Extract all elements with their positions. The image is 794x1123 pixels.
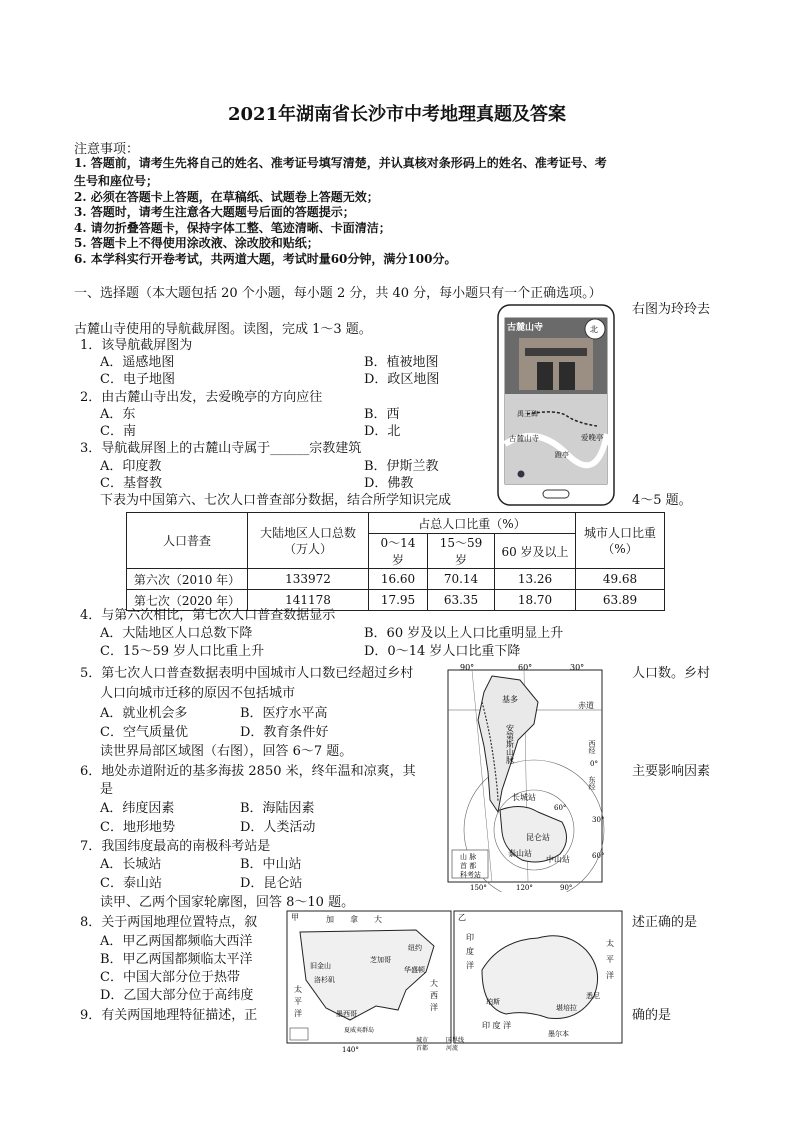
table-cell: 第六次（2010 年） — [127, 569, 248, 590]
map-label: 度 — [466, 947, 474, 956]
table-header: 大陆地区人口总数（万人） — [248, 513, 369, 569]
map-label: 赤道 — [578, 701, 594, 710]
q1-option-b: B．植被地图 — [364, 355, 439, 370]
q8-stem-right: 述正确的是 — [632, 915, 698, 930]
map-label: 大 — [374, 915, 382, 924]
map-label: 旧金山 — [310, 962, 331, 970]
q1-option-a: A．遥感地图 — [100, 355, 175, 370]
q5-stem-right: 人口数。乡村 — [632, 666, 711, 681]
map-label: 加 — [326, 915, 334, 924]
q6-option-c: C．地形地势 — [100, 820, 175, 835]
q8-stem: 8．关于两国地理位置特点，叙 — [80, 915, 258, 930]
q4-option-a: A．大陆地区人口总数下降 — [100, 626, 253, 641]
map-label: 90° — [460, 663, 475, 672]
map-label: 堪培拉 — [556, 1004, 577, 1012]
map-legend: 国界线 — [446, 1037, 465, 1044]
map-label: 150° — [470, 884, 487, 892]
table-cell: 17.95 — [369, 590, 428, 611]
map-label: 拿 — [350, 915, 358, 924]
map-label: 芝加哥 — [370, 956, 391, 964]
map-label: 洋 — [430, 1003, 438, 1012]
map-label: 纽约 — [408, 944, 422, 952]
q1-option-d: D．政区地图 — [364, 372, 440, 387]
map-label: 华盛顿 — [404, 966, 425, 974]
note-line: 生号和座位号； — [74, 174, 159, 188]
q2-stem: 2．由古麓山寺出发，去爱晚亭的方向应往 — [80, 390, 323, 405]
map-title: 乙 — [458, 913, 466, 922]
q6-option-b: B．海陆因素 — [240, 801, 315, 816]
q6-stem-right: 主要影响因素 — [632, 764, 711, 779]
q6-stem: 6．地处赤道附近的基多海拔 2850 米，终年温和凉爽，其 — [80, 764, 416, 779]
note-line: 2. 必须在答题卡上答题，在草稿纸、试题卷上答题无效； — [74, 190, 379, 204]
section-intro-right: 右图为玲玲去 — [632, 302, 711, 317]
q8-option-b: B．甲乙两国都频临太平洋 — [100, 952, 253, 967]
map-legend: 科考站 — [460, 871, 481, 879]
nav-label: 古麓山寺 — [509, 434, 539, 443]
q6-stem-cont: 是 — [100, 782, 114, 797]
map-label: 西 — [430, 991, 438, 1000]
q3-stem: 3．导航截屏图上的古麓山寺属于______宗教建筑 — [80, 441, 362, 456]
map-legend: 城市 — [416, 1037, 429, 1044]
q2-option-c: C．南 — [100, 424, 136, 439]
q3-option-d: D．佛教 — [364, 476, 414, 491]
map-label: 西经 — [588, 740, 596, 754]
navigation-phone-figure — [497, 304, 615, 506]
map-label: 泰山站 — [508, 849, 532, 858]
q6-option-a: A．纬度因素 — [100, 801, 175, 816]
map-label: 0° — [590, 760, 598, 768]
table-cell: 70.14 — [428, 569, 495, 590]
q5-option-a: A．就业机会多 — [100, 706, 188, 721]
map-label: 中山站 — [546, 855, 570, 864]
q9-stem: 9．有关两国地理特征描述，正 — [80, 1008, 258, 1023]
map-label: 印 — [466, 933, 474, 942]
world-map-figure — [442, 662, 608, 892]
table-header: 60 岁及以上 — [495, 534, 576, 569]
country-maps-figure — [286, 910, 624, 1054]
table-cell: 63.89 — [576, 590, 665, 611]
table-header: 占总人口比重（%） — [369, 513, 576, 534]
map-label: 基多 — [502, 695, 518, 704]
q9-stem-right: 确的是 — [632, 1008, 672, 1023]
table-cell: 49.68 — [576, 569, 665, 590]
q7-option-b: B．中山站 — [240, 857, 302, 872]
q8-option-c: C．中国大部分位于热带 — [100, 970, 240, 985]
q7-option-a: A．长城站 — [100, 857, 162, 872]
note-line: 5. 答题卡上不得使用涂改液、涂改胶和贴纸； — [74, 236, 319, 250]
map-label: 60° — [554, 804, 567, 812]
q4-option-d: D．0～14 岁人口比重下降 — [364, 644, 521, 659]
q3-option-c: C．基督教 — [100, 476, 162, 491]
map-label: 太 — [294, 985, 302, 994]
map-label: 昆仑站 — [526, 833, 550, 842]
map-label: 墨西哥 — [336, 1010, 357, 1018]
census-table — [126, 512, 665, 611]
map-label: 洋 — [294, 1009, 302, 1018]
section-intro-left: 古麓山寺使用的导航截屏图。读图，完成 1～3 题。 — [74, 322, 372, 337]
q5-option-c: C．空气质量优 — [100, 725, 188, 740]
q8-option-a: A．甲乙两国都频临大西洋 — [100, 934, 253, 949]
q5-stem-cont: 人口向城市迁移的原因不包括城市 — [100, 686, 296, 701]
table-header: 15～59 岁 — [428, 534, 495, 569]
nav-label: 爱晚亭 — [581, 433, 604, 442]
q4-option-b: B．60 岁及以上人口比重明显上升 — [364, 626, 564, 641]
map-label: 60° — [518, 663, 533, 672]
table-cell: 第七次（2020 年） — [127, 590, 248, 611]
map-label: 60° — [592, 852, 605, 860]
table-header: 人口普查 — [127, 513, 248, 569]
page-title: 2021年湖南省长沙市中考地理真题及答案 — [227, 104, 567, 125]
map-legend: 河流 — [446, 1045, 459, 1052]
map-title: 甲 — [291, 913, 299, 922]
q7-stem: 7．我国纬度最高的南极科考站是 — [80, 839, 271, 854]
map-label: 东经 — [588, 776, 596, 790]
note-line: 1. 答题前，请考生先将自己的姓名、准考证号填写清楚，并认真核对条形码上的姓名、准考证号、考 — [74, 156, 607, 170]
q4-stem: 4．与第六次相比，第七次人口普查数据显示 — [80, 608, 336, 623]
q3-option-a: A．印度教 — [100, 459, 162, 474]
q5-option-d: D．教育条件好 — [240, 725, 329, 740]
map-label: 墨尔本 — [548, 1030, 569, 1038]
map-legend: 山 脉 — [460, 853, 477, 861]
map-label: 90° — [560, 884, 573, 892]
map-label: 140° — [342, 1046, 359, 1054]
q7-option-d: D．昆仑站 — [240, 876, 303, 891]
table-cell: 141178 — [248, 590, 369, 611]
map-label: 大 — [430, 979, 438, 988]
table-intro: 下表为中国第六、七次人口普查部分数据，结合所学知识完成 — [100, 493, 452, 508]
nav-label: 禹王碑 — [517, 410, 538, 418]
table-header: 城市人口比重（%） — [576, 513, 665, 569]
table-cell: 18.70 — [495, 590, 576, 611]
q4-option-c: C．15～59 岁人口比重上升 — [100, 644, 265, 659]
map-label: 平 — [294, 997, 302, 1006]
map-label: 30° — [592, 816, 605, 824]
north-arrow-label: 北 — [590, 325, 598, 334]
q8-option-d: D．乙国大部分位于高纬度 — [100, 988, 254, 1003]
map-label: 印 度 洋 — [482, 1021, 512, 1030]
nav-title: 古麓山寺 — [507, 323, 544, 333]
map-intro: 读世界局部区域图（右图），回答 6～7 题。 — [100, 744, 353, 759]
q5-option-b: B．医疗水平高 — [240, 706, 328, 721]
map-label: 安第斯山脉 — [505, 724, 515, 764]
q2-option-b: B．西 — [364, 407, 400, 422]
q2-option-a: A．东 — [100, 407, 136, 422]
map-label: 长城站 — [512, 793, 536, 802]
table-cell: 63.35 — [428, 590, 495, 611]
note-line: 6. 本学科实行开卷考试，共两道大题，考试时量60分钟，满分100分。 — [74, 252, 457, 266]
note-line: 4. 请勿折叠答题卡，保持字体工整、笔迹清晰、卡面清洁； — [74, 221, 391, 235]
map-label: 30° — [570, 663, 585, 672]
q6-option-d: D．人类活动 — [240, 820, 316, 835]
table-cell: 133972 — [248, 569, 369, 590]
q3-option-b: B．伊斯兰教 — [364, 459, 439, 474]
map-label: 120° — [516, 884, 533, 892]
map-label: 太 — [606, 939, 614, 948]
q7-option-c: C．泰山站 — [100, 876, 162, 891]
table-row — [127, 569, 665, 590]
table-header: 0～14 岁 — [369, 534, 428, 569]
map-legend: 首 都 — [460, 862, 477, 870]
country-intro: 读甲、乙两个国家轮廓图，回答 8～10 题。 — [100, 895, 355, 910]
map-label: 洛杉矶 — [314, 976, 335, 984]
map-label: 洋 — [606, 971, 614, 980]
table-cell: 16.60 — [369, 569, 428, 590]
map-label: 夏威夷群岛 — [344, 1027, 375, 1034]
section-heading: 一、选择题（本大题包括 20 个小题，每小题 2 分，共 40 分，每小题只有一个正确选项。） — [74, 286, 602, 301]
q1-option-c: C．电子地图 — [100, 372, 175, 387]
notes-heading: 注意事项： — [74, 142, 140, 157]
q1-stem: 1．该导航截屏图为 — [80, 338, 193, 353]
nav-label: 蹬亭 — [555, 451, 569, 459]
q2-option-d: D．北 — [364, 424, 401, 439]
table-cell: 13.26 — [495, 569, 576, 590]
map-legend: 首都 — [416, 1045, 429, 1052]
map-label: 珀斯 — [486, 998, 500, 1006]
map-label: 洋 — [466, 961, 474, 970]
table-intro-right: 4～5 题。 — [632, 493, 692, 508]
q5-stem: 5．第七次人口普查数据表明中国城市人口数已经超过乡村 — [80, 666, 414, 681]
note-line: 3. 答题时，请考生注意各大题题号后面的答题提示； — [74, 205, 355, 219]
map-label: 平 — [606, 955, 614, 964]
map-label: 悉尼 — [586, 992, 600, 1000]
